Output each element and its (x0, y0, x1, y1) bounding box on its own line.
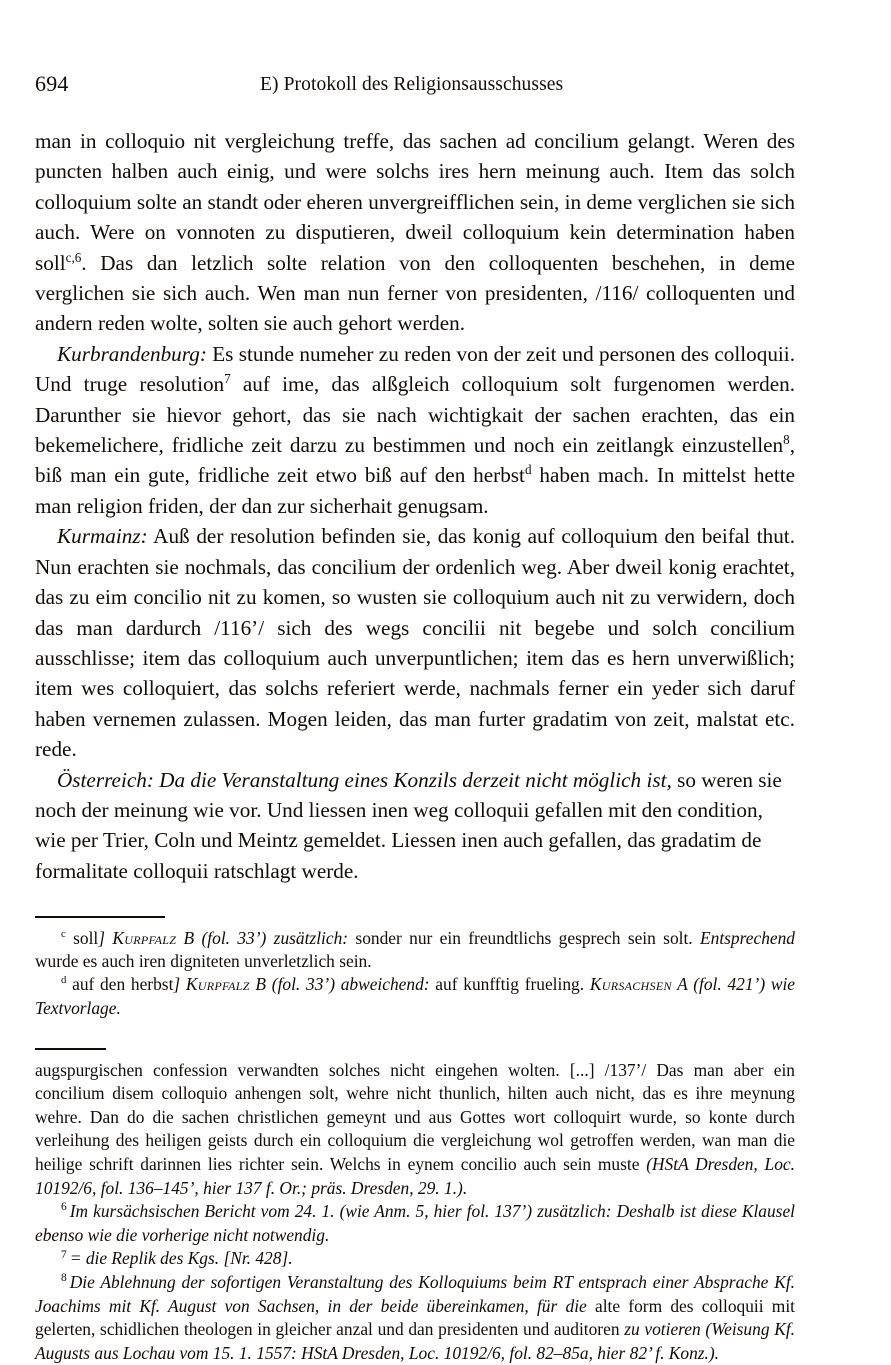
text-run: soll (65, 927, 99, 948)
text-run: haben mach. In mittelst hette man religion friden, der dan zur sicherhait genugsam. (35, 463, 795, 518)
footnote-entry (35, 1247, 795, 1271)
italic-run: Im kursächsischen Bericht vom 24. 1. (wie Anm. 5, hier fol. 137’) zusätzlich: Deshalb ist diese Klausel ebenso wie die vorherige nicht notwendig. (35, 1201, 795, 1245)
text-run: sonder nur ein freundtlichs gesprech sein solt. (348, 927, 701, 948)
footnote-apparatus (35, 1059, 795, 1365)
italic-run: Kurbrandenburg: (57, 341, 207, 366)
body-paragraph (35, 126, 795, 339)
italic-run: Österreich: Da die Veranstaltung eines Konzils derzeit nicht möglich ist, (57, 767, 672, 792)
body-text (35, 126, 795, 886)
footnote-marker: 7 (224, 371, 231, 387)
text-run: so weren sie noch der meinung wie vor. Und liessen inen weg colloquii gefallen mit den condition, wie per Trier, Coln und Meintz gemeldet. Liessen inen auch gefallen, das gradatim de formalitate colloquii ratschlagt werde. (35, 767, 782, 883)
text-run: wurde es auch iren digniteten unverletzlich sein. (35, 950, 372, 971)
body-paragraph (35, 339, 795, 521)
italic-run: B (fol. 33’) zusätzlich: (176, 927, 349, 948)
body-paragraph (35, 765, 795, 887)
text-run: auf kunfftig frueling. (429, 974, 590, 995)
footnote-entry (35, 1271, 795, 1365)
footnote-marker: d (61, 974, 67, 987)
body-paragraph (35, 521, 795, 764)
italic-run: Die Ablehnung der sofortigen Veranstaltung des Kolloquiums beim RT entsprach einer Absprache Kf. Joachims mit Kf. August von Sachsen, in der beide übereinkamen, für die (35, 1271, 795, 1316)
footnote-marker: 8 (783, 432, 790, 447)
running-head (35, 70, 795, 104)
page-number: 694 (35, 71, 69, 96)
source-siglum: Kurpfalz (112, 927, 177, 948)
italic-run: zu votieren (Weisung Kf. Augusts aus Lochau vom 15. 1. 1557: HStA Dresden, Loc. 10192/6, fol. 82–85a, hier 82’ f. Konz.). (35, 1319, 795, 1363)
text-run: , biß man ein gute, fridliche zeit etwo biß auf den herbst (35, 433, 795, 488)
page-content (35, 70, 795, 1365)
footnote-marker: c,6 (65, 249, 82, 265)
footnote-number: 6 (61, 1201, 67, 1214)
italic-run: (HStA Dresden, Loc. 10192/6, fol. 136–145’, hier 137 f. Or.; präs. Dresden, 29. 1.). (35, 1153, 795, 1198)
text-run: . Das dan letzlich solte relation von den colloquenten beschehen, in deme verglichen sie sich auch. Wen man nun ferner von presidenten, /116/ colloquenten und andern reden wolte, solten sie auch gehort werden. (35, 250, 795, 336)
text-run: alte form des colloquii mit gelerten, schidlichen theologen in gleicher anzal und dan presidenten und auditoren (35, 1295, 795, 1340)
italic-run: A (fol. 421’) wie Textvorlage. (35, 974, 795, 1018)
apparatus-entry (35, 973, 795, 1020)
footnote-entry (35, 1200, 795, 1247)
footnote-marker: c (61, 927, 66, 940)
italic-run: B (fol. 33’) abweichend: (249, 974, 430, 995)
running-head-title: E) Protokoll des Religionsausschusses (260, 74, 564, 95)
apparatus-rule (35, 916, 165, 917)
text-run: Auß der resolution befinden sie, das konig auf colloquium den beifal thut. Nun erachten sie nochmals, das concilium der ordenlich weg. Aber dweil konig erachtet, das zu eim concilio nit zu komen, so wusten sie colloquium auch nit zu verwidern, doch das man dardurch /116’/ sich des wegs concilii nit begebe und solch concilium ausschlisse; item das colloquium auch unverpuntlichen; item das es hern unverwißlich; item wes colloquiert, das solchs referiert werde, nachmals ferner ein yeder sich daruf haben vernemen zulassen. Mogen leiden, das man furter gradatim von zeit, malstat etc. rede. (35, 524, 795, 762)
text-run: auf den herbst (66, 974, 174, 995)
footnote-marker: d (524, 462, 532, 478)
text-run: auf ime, das alßgleich colloquium solt furgenomen werden. Darunther sie hievor gehort, das sie nach wichtigkait der sachen erachten, das ein bekemelichere, fridliche zeit darzu zu bestimmen und noch ein zeitlangk einzustellen (35, 372, 795, 458)
footnote-entry (35, 1059, 795, 1201)
italic-run: = die Replik des Kgs. [Nr. 428]. (69, 1248, 293, 1269)
italic-run: Kurmainz: (57, 524, 148, 549)
variant-apparatus (35, 927, 795, 1021)
text-run: augspurgischen confession verwandten solches nicht eingehen wolten. [...] /137’/ Das man aber ein concilium disem colloquio anhengen solt, wehre nicht thunlich, hilten auch nicht, das es ihre meynung wehre. Dan do die sachen christlichen gemeynt und aus Gottes wort colloquirt wurde, so konte durch verleihung des heiligen geists durch ein colloquium die vergleichung wol getroffen werden, wan man die heilige schrift darinnen lies richter sein. Welchs in eynem concilio auch sein muste (35, 1059, 795, 1174)
text-run: Es stunde numeher zu reden von der zeit und personen des colloquii. Und truge resolution (35, 341, 795, 397)
italic-run: Entsprechend (700, 927, 795, 948)
italic-run: ] (98, 927, 113, 948)
footnote-number: 7 (61, 1248, 67, 1261)
apparatus-entry (35, 927, 795, 974)
source-siglum: Kurpfalz (185, 974, 250, 995)
footnote-rule (35, 1048, 106, 1049)
footnote-number: 8 (61, 1272, 67, 1285)
source-siglum: Kursachsen (589, 974, 672, 995)
text-run: man in colloquio nit vergleichung treffe, das sachen ad concilium gelangt. Weren des puncten halben auch einig, und were solchs ires hern meinung auch. Item das solch colloquium solte an standt oder eheren unvergreifflichen sein, in deme verglichen sie sich auch. Were on vonnoten zu disputieren, dweil colloquium kein determination haben soll (35, 129, 795, 275)
italic-run: ] (173, 974, 186, 995)
